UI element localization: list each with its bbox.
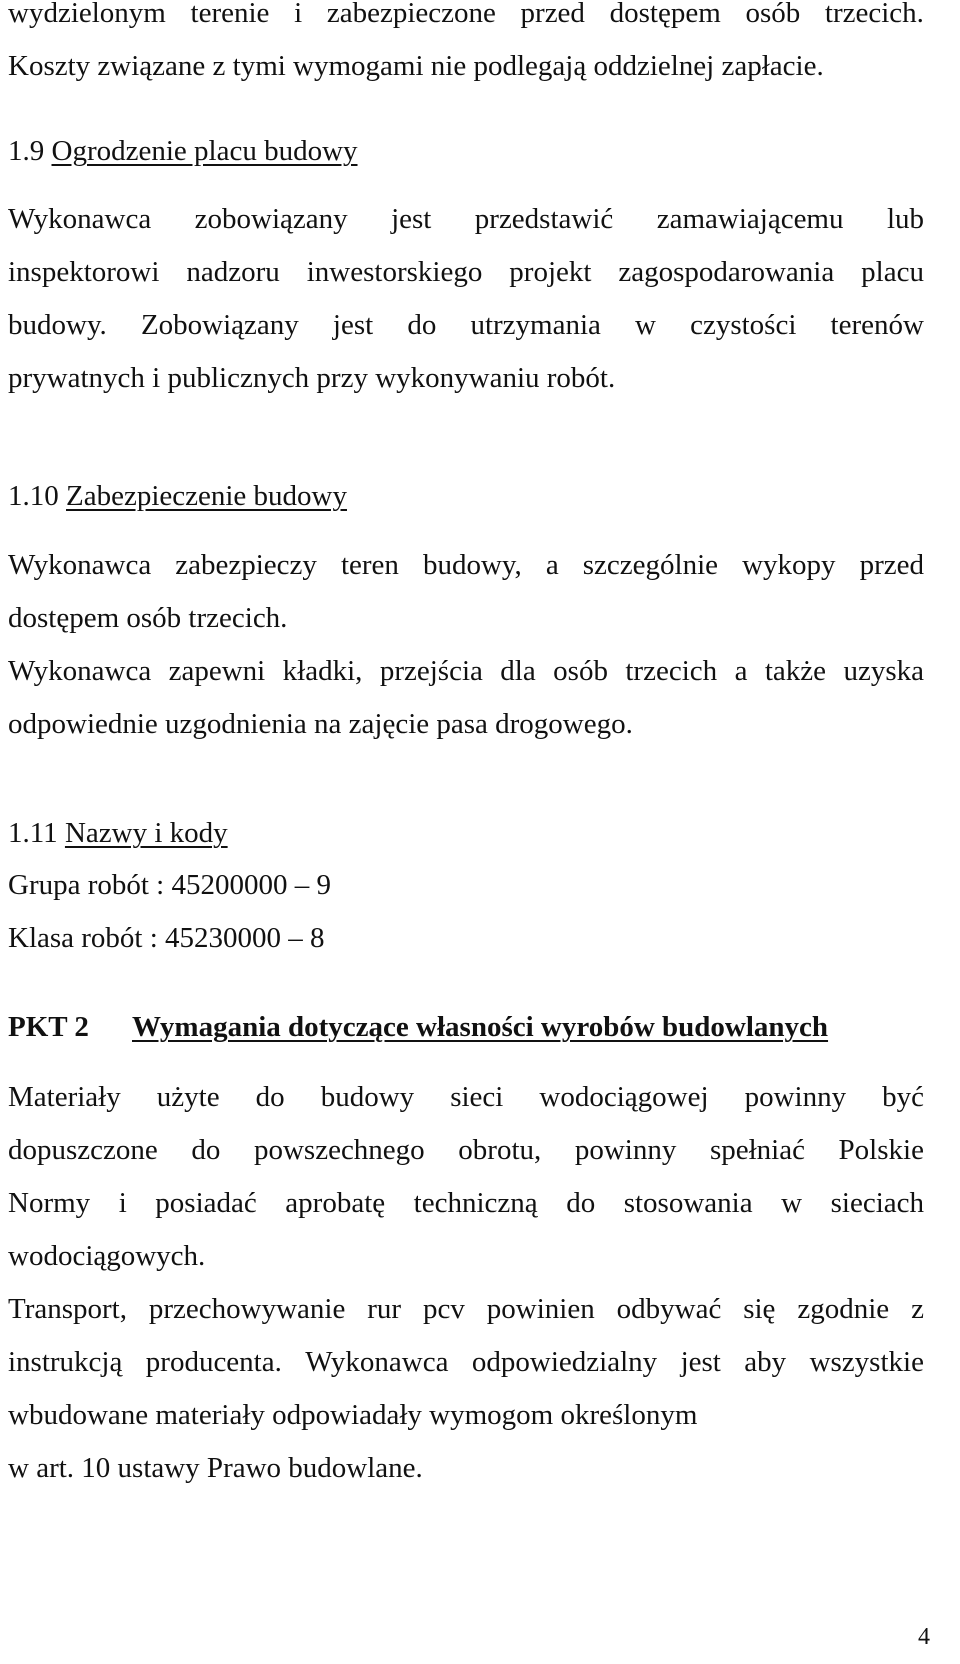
paragraph-line: wbudowane materiały odpowiadały wymogom określonym — [8, 1399, 698, 1431]
word: utrzymania — [470, 309, 601, 341]
word: uzyska — [843, 655, 924, 687]
word: powinny — [574, 1134, 677, 1166]
word: aprobatę — [285, 1187, 386, 1219]
word: wykopy — [742, 549, 836, 581]
word: być — [882, 1081, 924, 1113]
word: nadzoru — [186, 256, 280, 288]
word: przejścia — [379, 655, 483, 687]
word: dopuszczone — [8, 1134, 158, 1166]
word: zobowiązany — [194, 203, 348, 235]
paragraph-line: dostępem osób trzecich. — [8, 602, 288, 634]
word: w — [781, 1187, 803, 1219]
word: z — [911, 1293, 924, 1325]
section-number: 1.9 — [8, 135, 45, 167]
word: budowy, — [422, 549, 522, 581]
word: placu — [861, 256, 924, 288]
paragraph-line — [8, 1130, 924, 1170]
word: wydzielonym — [8, 0, 166, 29]
word: przechowywanie — [148, 1293, 346, 1325]
word: a — [734, 655, 748, 687]
word: przed — [859, 549, 924, 581]
word: osób — [745, 0, 801, 29]
word: instrukcją — [8, 1346, 123, 1378]
word: spełniać — [709, 1134, 805, 1166]
word: i — [118, 1187, 127, 1219]
word: inwestorskiego — [306, 256, 483, 288]
word: odpowiedzialny — [471, 1346, 658, 1378]
word: przed — [520, 0, 585, 29]
paragraph-line — [8, 252, 924, 292]
word: zgodnie — [797, 1293, 890, 1325]
word: Polskie — [838, 1134, 924, 1166]
word: Wykonawca — [305, 1346, 449, 1378]
section-title: Zabezpieczenie budowy — [66, 480, 347, 512]
section-heading-1-9 — [8, 131, 358, 171]
word: lub — [886, 203, 924, 235]
word: odbywać — [616, 1293, 722, 1325]
word: Normy — [8, 1187, 91, 1219]
page-number: 4 — [918, 1624, 930, 1650]
word: posiadać — [155, 1187, 257, 1219]
pkt-title: Wymagania dotyczące własności wyrobów budowlanych — [132, 1011, 829, 1043]
section-number: 1.10 — [8, 480, 59, 512]
word: do — [255, 1081, 285, 1113]
word: stosowania — [623, 1187, 753, 1219]
paragraph-line — [8, 199, 924, 239]
word: producenta. — [145, 1346, 282, 1378]
work-group-code: Grupa robót : 45200000 – 9 — [8, 869, 331, 901]
word: zabezpieczy — [175, 549, 317, 581]
word: się — [743, 1293, 776, 1325]
word: budowy. — [8, 309, 107, 341]
word: przedstawić — [474, 203, 614, 235]
word: do — [407, 309, 437, 341]
word: pcv — [423, 1293, 465, 1325]
word: aby — [744, 1346, 787, 1378]
paragraph-line — [8, 1183, 924, 1223]
word: Wykonawca — [8, 203, 152, 235]
word: powszechnego — [253, 1134, 425, 1166]
word: także — [764, 655, 827, 687]
word: Wykonawca — [8, 549, 152, 581]
word: szczególnie — [582, 549, 719, 581]
paragraph-line: odpowiednie uzgodnienia na zajęcie pasa drogowego. — [8, 708, 633, 740]
word: trzecich — [625, 655, 718, 687]
work-class-code: Klasa robót : 45230000 – 8 — [8, 922, 325, 954]
paragraph-line — [8, 305, 924, 345]
word: terenie — [190, 0, 270, 29]
section-number: 1.11 — [8, 817, 58, 849]
word: jest — [391, 203, 432, 235]
word: Zobowiązany — [140, 309, 299, 341]
word: czystości — [690, 309, 797, 341]
paragraph-line — [8, 545, 924, 585]
paragraph-line: wodociągowych. — [8, 1240, 206, 1272]
word: Materiały — [8, 1081, 121, 1113]
word: w — [635, 309, 656, 341]
word: obrotu, — [458, 1134, 542, 1166]
section-title: Nazwy i kody — [64, 817, 228, 849]
word: i — [294, 0, 303, 29]
word: inspektorowi — [8, 256, 160, 288]
paragraph-line — [8, 1077, 924, 1117]
paragraph-line: prywatnych i publicznych przy wykonywaniu robót. — [8, 362, 616, 394]
word: do — [191, 1134, 221, 1166]
word: budowy — [320, 1081, 415, 1113]
word: do — [566, 1187, 596, 1219]
word: jest — [680, 1346, 721, 1378]
paragraph-line — [8, 1342, 924, 1382]
paragraph-line: w art. 10 ustawy Prawo budowlane. — [8, 1452, 423, 1484]
paragraph-line — [8, 651, 924, 691]
word: dostępem — [609, 0, 721, 29]
word: zapewni — [168, 655, 266, 687]
word: Wykonawca — [8, 655, 152, 687]
word: osób — [553, 655, 608, 687]
word: wodociągowej — [539, 1081, 709, 1113]
paragraph-line — [8, 0, 924, 33]
word: jest — [332, 309, 374, 341]
word: teren — [340, 549, 399, 581]
word: wszystkie — [809, 1346, 924, 1378]
section-heading-1-10 — [8, 476, 347, 516]
word: zabezpieczone — [326, 0, 496, 29]
word: trzecich. — [824, 0, 924, 29]
word: zamawiającemu — [656, 203, 844, 235]
paragraph-line — [8, 1289, 924, 1329]
word: powinien — [486, 1293, 595, 1325]
word: powinny — [744, 1081, 847, 1113]
word: rur — [367, 1293, 402, 1325]
word: dla — [500, 655, 536, 687]
pkt-number: PKT 2 — [8, 1011, 89, 1043]
word: techniczną — [413, 1187, 538, 1219]
section-heading-1-11 — [8, 813, 228, 853]
word: projekt — [509, 256, 592, 288]
word: zagospodarowania — [618, 256, 835, 288]
word: Transport, — [8, 1293, 127, 1325]
section-title: Ogrodzenie placu budowy — [51, 135, 358, 167]
word: terenów — [830, 309, 924, 341]
word: sieciach — [830, 1187, 924, 1219]
word: a — [545, 549, 559, 581]
word: użyte — [156, 1081, 220, 1113]
paragraph-line: Koszty związane z tymi wymogami nie podlegają oddzielnej zapłacie. — [8, 50, 824, 82]
word: sieci — [450, 1081, 504, 1113]
word: kładki, — [282, 655, 363, 687]
